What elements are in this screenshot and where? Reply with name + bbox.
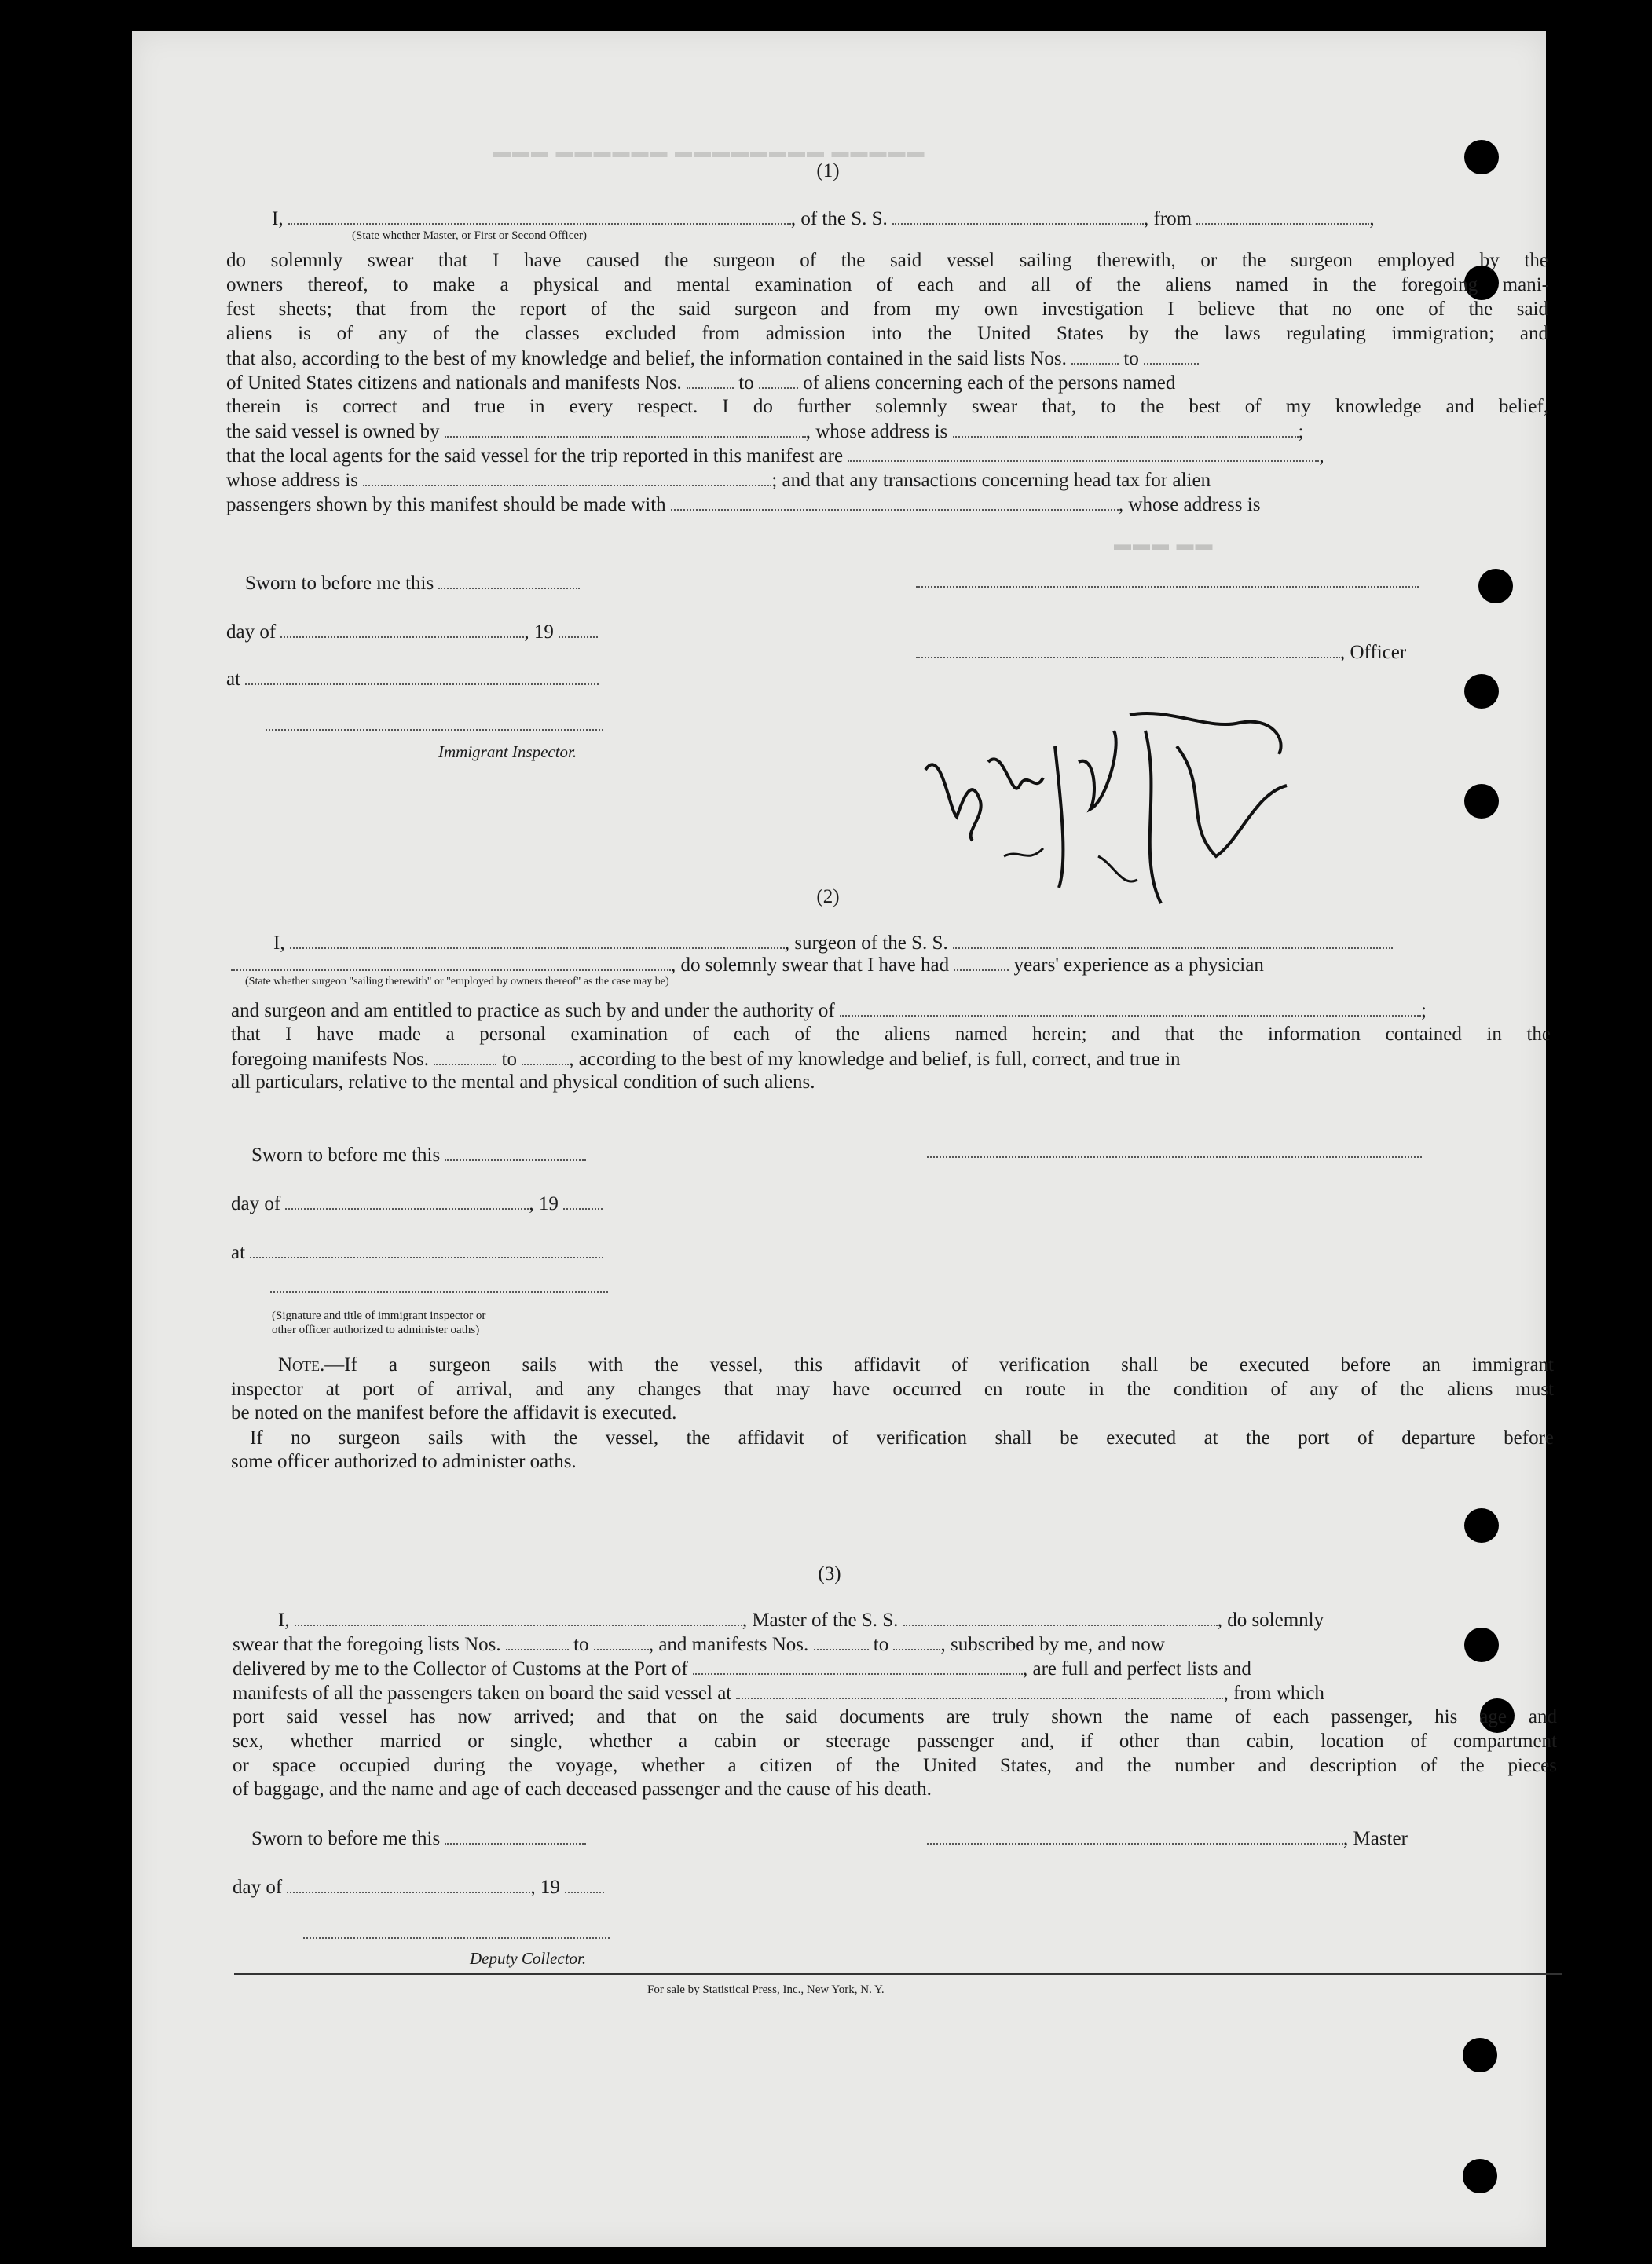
owner-address-field[interactable] (953, 419, 1299, 438)
s1-line-8: therein is correct and true in every respect. I do further solemnly swear that, to the best of my knowledge and belief, (226, 396, 1548, 417)
s1-officer-signature-line[interactable] (916, 586, 1419, 588)
s1-line-9: the said vessel is owned by , whose address is ; (226, 419, 1303, 444)
s2-surgeon-name-field[interactable] (290, 930, 785, 949)
officer-rank-field[interactable] (288, 206, 791, 225)
s1-day-of: day of , 19 (226, 619, 598, 644)
s2-sworn: Sworn to before me this (251, 1142, 586, 1167)
s2-status-caption: (State whether surgeon "sailing therewith" or "employed by owners thereof" as the case may be) (245, 976, 669, 987)
s1-place-field[interactable] (245, 666, 599, 685)
s1-year-field[interactable] (559, 619, 598, 638)
owner-field[interactable] (445, 419, 806, 438)
s3-day-of: day of , 19 (233, 1874, 604, 1899)
s2-vessel-name-field[interactable] (953, 930, 1393, 949)
from-port-field[interactable] (1196, 206, 1369, 225)
bleed-through-text: ▬▬▬ ▬▬ (1114, 534, 1214, 554)
s1-line-3: owners thereof, to make a physical and mental examination of each and all of the aliens named in the foregoing mani- (226, 274, 1548, 295)
s2-at: at (231, 1240, 603, 1265)
s1-month-field[interactable] (280, 619, 524, 638)
s3-sworn-day-field[interactable] (445, 1826, 586, 1845)
s2-day-of: day of , 19 (231, 1191, 603, 1216)
head-tax-contact-field[interactable] (671, 492, 1119, 511)
vessel-name-field[interactable] (892, 206, 1144, 225)
agent-address-field[interactable] (363, 467, 771, 486)
punch-hole (1463, 2159, 1497, 2193)
note-line-5: some officer authorized to administer oaths. (231, 1451, 577, 1472)
s3-list-to-field[interactable] (594, 1632, 649, 1650)
punch-hole (1478, 569, 1513, 603)
bleed-through-text: ▬▬▬ ▬▬▬▬▬▬ ▬▬▬▬▬▬▬▬ ▬▬▬▬▬ (493, 141, 926, 161)
s3-line-6: sex, whether married or single, whether a cabin or steerage passenger and, if other than cabin, location of compartment (233, 1731, 1557, 1752)
s1-inspector-label: Immigrant Inspector. (438, 742, 577, 761)
punch-hole (1463, 2038, 1497, 2072)
s3-manifest-to-field[interactable] (893, 1632, 940, 1650)
s3-month-field[interactable] (287, 1874, 530, 1893)
s1-officer-line: , Officer (916, 639, 1406, 665)
local-agents-field[interactable] (848, 443, 1319, 462)
handwritten-signature (910, 699, 1318, 919)
s3-year-field[interactable] (565, 1874, 604, 1893)
section-2-number: (2) (816, 886, 840, 907)
s1-line-5: aliens is of any of the classes excluded from admission into the United States by the laws regulating immigration; and (226, 323, 1548, 344)
s2-inspector-signature-line[interactable] (270, 1291, 608, 1293)
s3-list-from-field[interactable] (506, 1632, 569, 1650)
s3-port-field[interactable] (693, 1656, 1023, 1675)
s2-manifest-to-field[interactable] (522, 1046, 569, 1065)
note-line-3: be noted on the manifest before the affidavit is executed. (231, 1402, 677, 1423)
s3-sworn: Sworn to before me this (251, 1826, 586, 1851)
s2-years-field[interactable] (954, 952, 1009, 971)
s1-officer-name-field[interactable] (916, 639, 1340, 658)
s3-collector-label: Deputy Collector. (470, 1949, 587, 1968)
s1-line-2: do solemnly swear that I have caused the surgeon of the said vessel sailing therewith, or the surgeon employed by the (226, 250, 1548, 271)
affidavit-page (132, 31, 1557, 2247)
alien-manifest-to-field[interactable] (759, 370, 798, 389)
alien-manifest-from-field[interactable] (687, 370, 734, 389)
s1-line-6: that also, according to the best of my knowledge and belief, the information contained in the said lists Nos. to (226, 346, 1199, 371)
note-line-2: inspector at port of arrival, and any changes that may have occurred en route in the condition of any of the aliens must (231, 1379, 1554, 1400)
citizen-list-to-field[interactable] (1144, 346, 1199, 365)
s2-line-6: all particulars, relative to the mental and physical condition of such aliens. (231, 1072, 815, 1093)
s1-line-11: whose address is ; and that any transactions concerning head tax for alien (226, 467, 1211, 493)
s2-authority-field[interactable] (840, 998, 1421, 1017)
section-3-number: (3) (818, 1563, 841, 1584)
s2-line-3: and surgeon and am entitled to practice as such by and under the authority of ; (231, 998, 1427, 1023)
s2-month-field[interactable] (285, 1191, 529, 1210)
s3-line-3: delivered by me to the Collector of Customs at the Port of , are full and perfect lists and (233, 1656, 1251, 1681)
s3-line-4: manifests of all the passengers taken on board the said vessel at , from which (233, 1680, 1324, 1705)
s2-surgeon-signature-line[interactable] (927, 1156, 1422, 1158)
s3-master-name-field[interactable] (295, 1607, 742, 1626)
s2-line-2: , do solemnly swear that I have had years' experience as a physician (231, 952, 1264, 977)
s1-line-1: I, , of the S. S. , from , (272, 206, 1375, 231)
s1-rank-caption: (State whether Master, or First or Second Officer) (352, 229, 588, 242)
footer-divider (234, 1973, 1562, 1975)
s3-line-1: I, , Master of the S. S. , do solemnly (278, 1607, 1324, 1632)
s3-line-7: or space occupied during the voyage, whether a citizen of the United States, and the number and description of the pieces (233, 1755, 1557, 1776)
s1-at: at (226, 666, 599, 691)
s3-master-line: , Master (927, 1826, 1408, 1851)
punch-hole (1464, 140, 1499, 174)
s3-collector-signature-line[interactable] (303, 1937, 610, 1939)
note-line-1: Note.—If a surgeon sails with the vessel, this affidavit of verification shall be executed before an immigrant (278, 1354, 1554, 1376)
s1-line-7: of United States citizens and nationals and manifests Nos. to of aliens concerning each of the persons named (226, 370, 1175, 395)
s2-line-4: that I have made a personal examination of each of the aliens named herein; and that the information contained in the (231, 1024, 1551, 1045)
s3-manifest-from-field[interactable] (814, 1632, 869, 1650)
s2-place-field[interactable] (250, 1240, 603, 1258)
citizen-list-from-field[interactable] (1071, 346, 1119, 365)
s2-line-1: I, , surgeon of the S. S. (273, 930, 1393, 955)
s3-line-2: swear that the foregoing lists Nos. to , and manifests Nos. to , subscribed by me, and now (233, 1632, 1165, 1657)
s2-manifest-from-field[interactable] (434, 1046, 496, 1065)
s2-line-5: foregoing manifests Nos. to , according to the best of my knowledge and belief, is full, correct, and true in (231, 1046, 1180, 1072)
punch-hole (1464, 674, 1499, 709)
s2-year-field[interactable] (563, 1191, 603, 1210)
footer-printer-credit: For sale by Statistical Press, Inc., New York, N. Y. (647, 1984, 885, 1996)
s3-line-8: of baggage, and the name and age of each deceased passenger and the cause of his death. (233, 1779, 932, 1800)
s1-inspector-signature-line[interactable] (266, 729, 603, 731)
s2-sig-caption-1: (Signature and title of immigrant inspector or (272, 1310, 486, 1322)
s1-sworn: Sworn to before me this (245, 570, 580, 595)
section-1-number: (1) (816, 160, 840, 181)
s1-line-10: that the local agents for the said vessel for the trip reported in this manifest are , (226, 443, 1324, 468)
s2-sworn-day-field[interactable] (445, 1142, 586, 1161)
s2-sailing-status-field[interactable] (231, 952, 671, 971)
note-line-4: If no surgeon sails with the vessel, the affidavit of verification shall be executed at the port of departure before (250, 1427, 1554, 1449)
s3-line-5: port said vessel has now arrived; and that on the said documents are truly shown the name of each passenger, his age and (233, 1706, 1557, 1727)
punch-hole (1464, 1628, 1499, 1662)
s3-vessel-name-field[interactable] (903, 1607, 1218, 1626)
punch-hole (1464, 1508, 1499, 1543)
s2-sig-caption-2: other officer authorized to administer oaths) (272, 1324, 480, 1336)
s1-line-4: fest sheets; that from the report of the said surgeon and from my own investigation I believe that no one of the said (226, 299, 1548, 320)
s1-line-12: passengers shown by this manifest should be made with , whose address is (226, 492, 1260, 517)
note-label: Note. (278, 1354, 325, 1376)
punch-hole (1464, 784, 1499, 819)
s1-sworn-day-field[interactable] (438, 570, 580, 589)
s3-master-signature-field[interactable] (927, 1826, 1343, 1845)
s3-embark-port-field[interactable] (736, 1680, 1223, 1699)
